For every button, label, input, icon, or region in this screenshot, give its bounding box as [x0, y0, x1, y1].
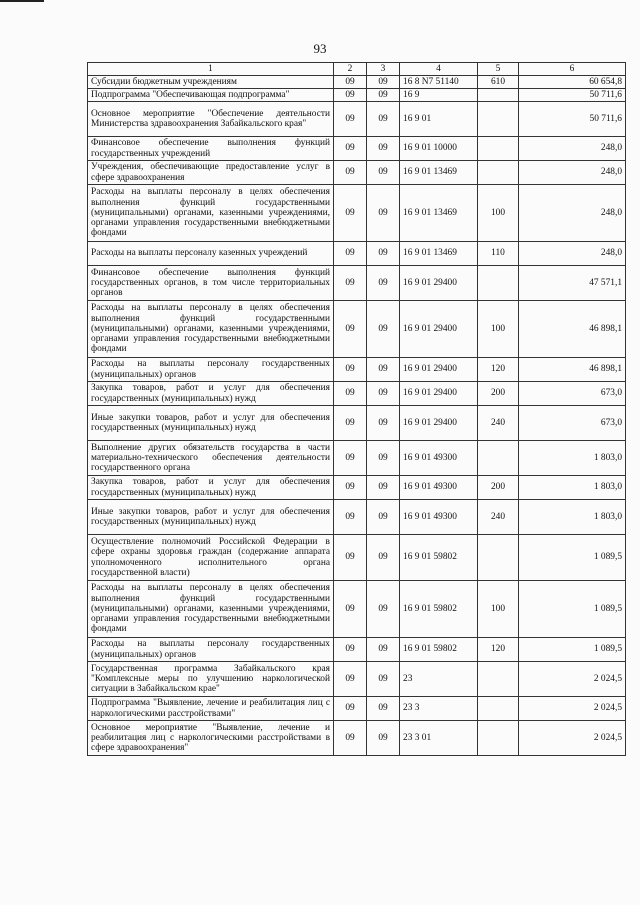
row-expense-type [478, 161, 519, 185]
row-section: 09 [334, 500, 367, 535]
row-subsection: 09 [367, 161, 400, 185]
row-subsection: 09 [367, 382, 400, 406]
row-target-article: 16 9 01 13469 [400, 242, 478, 266]
header-col-3: 3 [367, 63, 400, 76]
table-row [88, 301, 626, 358]
row-target-article: 16 9 01 29400 [400, 301, 478, 358]
table-row [88, 161, 626, 185]
table-row [88, 358, 626, 382]
row-target-article: 16 9 01 59802 [400, 535, 478, 581]
row-target-article: 16 9 01 49300 [400, 476, 478, 500]
row-section: 09 [334, 301, 367, 358]
row-expense-type: 100 [478, 301, 519, 358]
row-amount: 1 803,0 [519, 441, 626, 476]
row-subsection: 09 [367, 76, 400, 89]
row-name: Субсидии бюджетным учреждениям [88, 76, 334, 89]
row-name: Финансовое обеспечение выполнения функций государственных органов, в том числе территориальных органов [88, 266, 334, 301]
row-section: 09 [334, 406, 367, 441]
table-row [88, 721, 626, 756]
row-name: Иные закупки товаров, работ и услуг для обеспечения государственных (муниципальных) нужд [88, 406, 334, 441]
row-amount: 248,0 [519, 137, 626, 161]
row-amount: 47 571,1 [519, 266, 626, 301]
table-row [88, 581, 626, 638]
row-amount: 46 898,1 [519, 301, 626, 358]
row-section: 09 [334, 535, 367, 581]
row-expense-type [478, 721, 519, 756]
table-row [88, 266, 626, 301]
table-row [88, 441, 626, 476]
row-expense-type: 240 [478, 500, 519, 535]
row-subsection: 09 [367, 242, 400, 266]
row-amount: 248,0 [519, 242, 626, 266]
table-row [88, 185, 626, 242]
row-expense-type: 240 [478, 406, 519, 441]
row-name: Осуществление полномочий Российской Федерации в сфере охраны здоровья граждан (содержание аппарата уполномоченного исполнительного органа государственной власти) [88, 535, 334, 581]
row-target-article: 23 3 [400, 697, 478, 721]
row-expense-type: 200 [478, 476, 519, 500]
row-name: Основное мероприятие "Обеспечение деятельности Министерства здравоохранения Забайкальского края" [88, 102, 334, 137]
row-name: Расходы на выплаты персоналу в целях обеспечения выполнения функций государственными (муниципальными) органами, казенными учреждениями, органами управления государственными внебюджетными фондами [88, 301, 334, 358]
row-name: Выполнение других обязательств государства в части материально-технического обеспечения деятельности государственного органа [88, 441, 334, 476]
row-name: Учреждения, обеспечивающие предоставление услуг в сфере здравоохранения [88, 161, 334, 185]
row-subsection: 09 [367, 185, 400, 242]
row-expense-type [478, 662, 519, 697]
row-subsection: 09 [367, 266, 400, 301]
page-number: 93 [313, 41, 327, 56]
row-expense-type: 100 [478, 185, 519, 242]
row-expense-type [478, 441, 519, 476]
row-section: 09 [334, 662, 367, 697]
header-col-5: 5 [478, 63, 519, 76]
table-row [88, 476, 626, 500]
row-name: Основное мероприятие "Выявление, лечение и реабилитация лиц с наркологическими расстройствами в сфере здравоохранения" [88, 721, 334, 756]
budget-table [87, 62, 626, 756]
row-target-article: 23 3 01 [400, 721, 478, 756]
row-expense-type: 120 [478, 358, 519, 382]
row-target-article: 16 9 01 29400 [400, 266, 478, 301]
table-row [88, 500, 626, 535]
table-row [88, 137, 626, 161]
row-expense-type [478, 89, 519, 102]
row-target-article: 16 9 01 49300 [400, 500, 478, 535]
row-amount: 2 024,5 [519, 662, 626, 697]
row-name: Подпрограмма "Обеспечивающая подпрограмма" [88, 89, 334, 102]
row-section: 09 [334, 266, 367, 301]
row-name: Расходы на выплаты персоналу в целях обеспечения выполнения функций государственными (муниципальными) органами, казенными учреждениями, органами управления государственными внебюджетными фондами [88, 185, 334, 242]
table-row [88, 102, 626, 137]
scan-corner-mark [0, 0, 44, 2]
row-name: Финансовое обеспечение выполнения функций государственных учреждений [88, 137, 334, 161]
row-expense-type: 120 [478, 638, 519, 662]
table-row [88, 89, 626, 102]
table-row [88, 406, 626, 441]
row-amount: 1 089,5 [519, 638, 626, 662]
row-target-article: 16 8 N7 51140 [400, 76, 478, 89]
row-name: Расходы на выплаты персоналу государственных (муниципальных) органов [88, 358, 334, 382]
row-subsection: 09 [367, 638, 400, 662]
table-row [88, 662, 626, 697]
budget-table-body [88, 76, 626, 756]
row-expense-type [478, 102, 519, 137]
row-subsection: 09 [367, 581, 400, 638]
table-row [88, 535, 626, 581]
row-amount: 673,0 [519, 406, 626, 441]
row-target-article: 16 9 01 29400 [400, 358, 478, 382]
row-section: 09 [334, 161, 367, 185]
row-section: 09 [334, 185, 367, 242]
row-subsection: 09 [367, 662, 400, 697]
row-amount: 248,0 [519, 185, 626, 242]
row-amount: 50 711,6 [519, 102, 626, 137]
row-name: Расходы на выплаты персоналу в целях обеспечения выполнения функций государственными (муниципальными) органами, казенными учреждениями, органами управления государственными внебюджетными фондами [88, 581, 334, 638]
row-amount: 1 803,0 [519, 476, 626, 500]
row-section: 09 [334, 89, 367, 102]
row-amount: 248,0 [519, 161, 626, 185]
row-target-article: 16 9 [400, 89, 478, 102]
row-expense-type: 610 [478, 76, 519, 89]
row-section: 09 [334, 638, 367, 662]
row-target-article: 16 9 01 [400, 102, 478, 137]
row-target-article: 23 [400, 662, 478, 697]
row-section: 09 [334, 697, 367, 721]
row-name: Закупка товаров, работ и услуг для обеспечения государственных (муниципальных) нужд [88, 476, 334, 500]
row-section: 09 [334, 242, 367, 266]
row-subsection: 09 [367, 500, 400, 535]
row-section: 09 [334, 137, 367, 161]
row-expense-type [478, 137, 519, 161]
row-section: 09 [334, 476, 367, 500]
row-target-article: 16 9 01 59802 [400, 581, 478, 638]
row-target-article: 16 9 01 10000 [400, 137, 478, 161]
header-col-1: 1 [88, 63, 334, 76]
row-subsection: 09 [367, 102, 400, 137]
row-expense-type [478, 266, 519, 301]
row-subsection: 09 [367, 441, 400, 476]
row-amount: 46 898,1 [519, 358, 626, 382]
row-subsection: 09 [367, 697, 400, 721]
row-subsection: 09 [367, 301, 400, 358]
row-expense-type: 200 [478, 382, 519, 406]
table-row [88, 76, 626, 89]
row-amount: 673,0 [519, 382, 626, 406]
row-subsection: 09 [367, 358, 400, 382]
row-section: 09 [334, 721, 367, 756]
row-name: Подпрограмма "Выявление, лечение и реабилитация лиц с наркологическими расстройствами" [88, 697, 334, 721]
row-expense-type: 110 [478, 242, 519, 266]
header-col-6: 6 [519, 63, 626, 76]
row-name: Расходы на выплаты персоналу государственных (муниципальных) органов [88, 638, 334, 662]
row-subsection: 09 [367, 137, 400, 161]
row-name: Закупка товаров, работ и услуг для обеспечения государственных (муниципальных) нужд [88, 382, 334, 406]
row-subsection: 09 [367, 535, 400, 581]
table-row [88, 638, 626, 662]
budget-table-header [88, 63, 626, 76]
row-subsection: 09 [367, 476, 400, 500]
row-amount: 2 024,5 [519, 697, 626, 721]
row-amount: 2 024,5 [519, 721, 626, 756]
row-expense-type [478, 697, 519, 721]
row-name: Иные закупки товаров, работ и услуг для обеспечения государственных (муниципальных) нужд [88, 500, 334, 535]
row-amount: 1 803,0 [519, 500, 626, 535]
row-target-article: 16 9 01 13469 [400, 185, 478, 242]
row-expense-type: 100 [478, 581, 519, 638]
row-target-article: 16 9 01 29400 [400, 382, 478, 406]
row-amount: 60 654,8 [519, 76, 626, 89]
row-section: 09 [334, 382, 367, 406]
table-row [88, 382, 626, 406]
row-amount: 50 711,6 [519, 89, 626, 102]
row-target-article: 16 9 01 59802 [400, 638, 478, 662]
row-name: Расходы на выплаты персоналу казенных учреждений [88, 242, 334, 266]
header-col-4: 4 [400, 63, 478, 76]
row-expense-type [478, 535, 519, 581]
row-section: 09 [334, 76, 367, 89]
row-subsection: 09 [367, 89, 400, 102]
table-row [88, 242, 626, 266]
table-row [88, 697, 626, 721]
row-name: Государственная программа Забайкальского края "Комплексные меры по улучшению наркологической ситуации в Забайкальском крае" [88, 662, 334, 697]
row-target-article: 16 9 01 49300 [400, 441, 478, 476]
header-col-2: 2 [334, 63, 367, 76]
row-subsection: 09 [367, 721, 400, 756]
row-section: 09 [334, 358, 367, 382]
row-target-article: 16 9 01 13469 [400, 161, 478, 185]
header-row [88, 63, 626, 76]
row-section: 09 [334, 581, 367, 638]
row-subsection: 09 [367, 406, 400, 441]
row-amount: 1 089,5 [519, 581, 626, 638]
row-section: 09 [334, 441, 367, 476]
row-section: 09 [334, 102, 367, 137]
row-target-article: 16 9 01 29400 [400, 406, 478, 441]
row-amount: 1 089,5 [519, 535, 626, 581]
